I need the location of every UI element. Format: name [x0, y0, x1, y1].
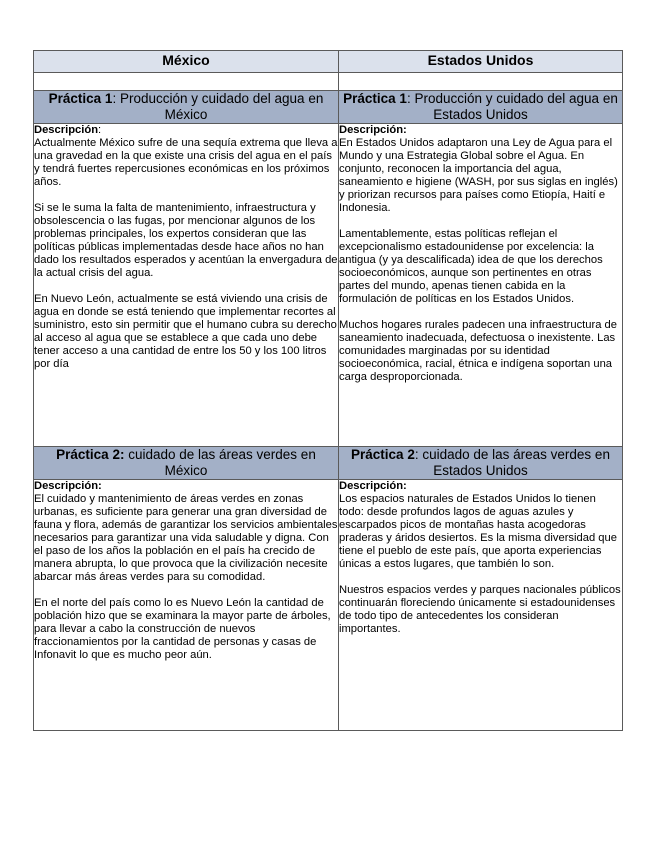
spacer-cell-right: [339, 73, 623, 91]
header-mexico: México: [34, 51, 339, 73]
practice-label: Práctica 2: [351, 447, 415, 462]
practice-1-usa-description: [339, 124, 623, 447]
header-usa: Estados Unidos: [339, 51, 623, 73]
practice-label: Práctica 1: [343, 91, 407, 106]
paragraph: Los espacios naturales de Estados Unidos lo tienen todo: desde profundos lagos de aguas azules y escarpados picos de montañas hasta acogedoras praderas y áridos desiertos. Es la misma diversidad que tiene el pueblo de este país, que aporta experiencias únicas a estos lugares, que también lo son.: [339, 493, 617, 570]
practice-2-title-row: [34, 447, 623, 480]
description-label: Descripción:: [339, 124, 407, 136]
practice-title: cuidado de las áreas verdes en México: [124, 447, 316, 478]
practice-2-usa-title: [339, 447, 623, 480]
practice-title: : Producción y cuidado del agua en México: [112, 91, 324, 122]
practice-2-usa-description: [339, 480, 623, 731]
paragraph: Muchos hogares rurales padecen una infraestructura de saneamiento inadecuada, defectuosa o inexistente. Las comunidades marginadas por su identidad socioeconómica, racial, étnica e indígena soportan una carga desproporcionada.: [339, 319, 617, 383]
description-label: Descripción: [34, 124, 99, 136]
practice-1-mexico-title: [34, 91, 339, 124]
comparison-table: [33, 50, 623, 731]
paragraph: Nuestros espacios verdes y parques nacionales públicos continuarán floreciendo únicamente si estadounidenses de todo tipo de antecedentes los consideran importantes.: [339, 584, 621, 635]
description-colon: :: [98, 124, 102, 136]
practice-title: : cuidado de las áreas verdes en Estados Unidos: [414, 447, 610, 478]
spacer-row: [34, 73, 623, 91]
header-row: [34, 51, 623, 73]
practice-2-body-row: [34, 480, 623, 731]
paragraph: En Estados Unidos adaptaron una Ley de Agua para el Mundo y una Estrategia Global sobre el Agua. En conjunto, reconocen la importancia del agua, saneamiento e higiene (WASH, por sus siglas en inglés) y priorizan recursos para países como Etiopía, Haití e Indonesia.: [339, 137, 618, 214]
spacer-cell-left: [34, 73, 339, 91]
paragraph: El cuidado y mantenimiento de áreas verdes en zonas urbanas, es suficiente para generar una gran diversidad de fauna y flora, además de garantizar los servicios ambientales necesarios para garantizar una vida saludable y digna. Con el paso de los años la población en el país ha crecido de manera abrupta, lo que provoca que la civilización necesite abarcar más áreas verdes para su comodidad.: [34, 493, 338, 583]
description-label: Descripción:: [34, 480, 102, 492]
practice-title: : Producción y cuidado del agua en Estados Unidos: [406, 91, 618, 122]
practice-2-mexico-description: [34, 480, 339, 731]
practice-label: Práctica 2:: [56, 447, 125, 462]
practice-1-usa-title: [339, 91, 623, 124]
paragraph: Actualmente México sufre de una sequía extrema que lleva a una gravedad en la que existe una crisis del agua en el país y tendrá fuertes repercusiones económicas en los próximos años.: [34, 137, 338, 188]
paragraph: Si se le suma la falta de mantenimiento, infraestructura y obsolescencia o las fugas, por mencionar algunos de los problemas principales, los expertos consideran que las políticas públicas implementadas desde hace años no han dado los resultados esperados y acentúan la envergadura de la actual crisis del agua.: [34, 202, 338, 279]
practice-1-body-row: [34, 124, 623, 447]
practice-1-mexico-description: [34, 124, 339, 447]
practice-1-title-row: [34, 91, 623, 124]
paragraph: Lamentablemente, estas políticas reflejan el excepcionalismo estadounidense por excelencia: la antigua (y ya descalificada) idea de que los derechos socioeconómicos, aunque son pertinentes en otras partes del mundo, apenas tienen cabida en la formulación de políticas en los Estados Unidos.: [339, 228, 603, 305]
practice-2-mexico-title: [34, 447, 339, 480]
paragraph: En el norte del país como lo es Nuevo León la cantidad de población hizo que se examinara la mayor parte de árboles, para llevar a cabo la construcción de nuevos fraccionamientos por la cantidad de personas y casas de Infonavit lo que es mucho peor aún.: [34, 597, 331, 661]
practice-label: Práctica 1: [48, 91, 113, 106]
description-label: Descripción:: [339, 480, 407, 492]
paragraph: En Nuevo León, actualmente se está viviendo una crisis de agua en donde se está teniendo que implementar recortes al suministro, esto sin permitir que el humano cubra su derecho al acceso al agua que se establece a que cada uno debe tener acceso a una cantidad de entre los 50 y los 100 litros por día: [34, 293, 337, 370]
